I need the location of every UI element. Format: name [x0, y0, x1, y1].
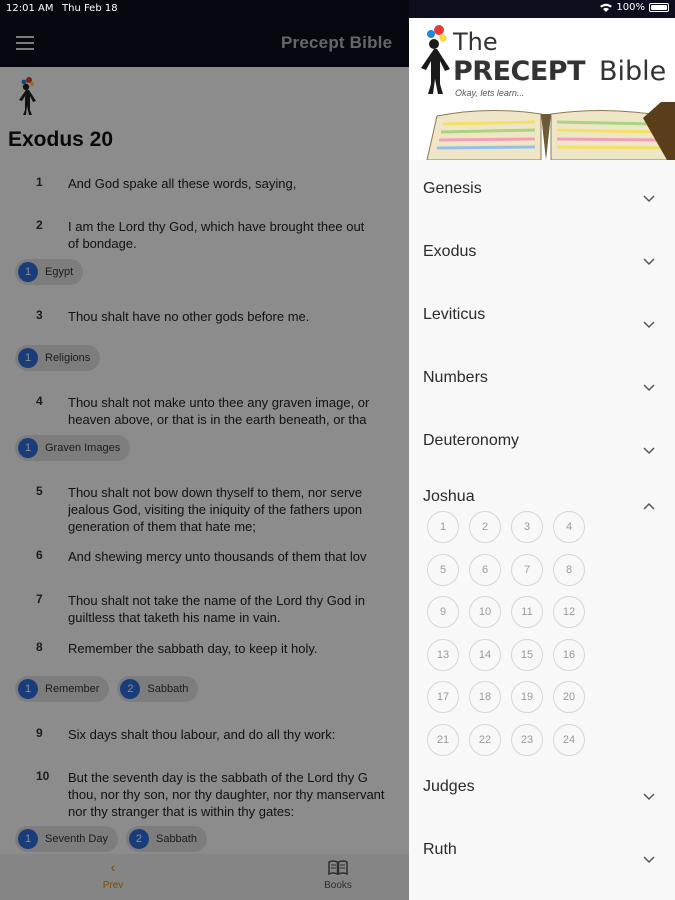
- chevron-down-icon[interactable]: [643, 793, 655, 801]
- book-name: Ruth: [423, 841, 457, 858]
- chapter-button[interactable]: 10: [469, 596, 501, 628]
- precept-figure-icon: [413, 24, 455, 96]
- book-name: Judges: [423, 778, 475, 795]
- chevron-up-icon[interactable]: [643, 502, 655, 510]
- book-name: Joshua: [423, 488, 475, 505]
- verse-text[interactable]: I am the Lord thy God, which have brought thee out: [68, 219, 365, 234]
- verse-number: 1: [36, 175, 43, 189]
- status-right: [600, 2, 669, 13]
- book-item-deuteronomy[interactable]: [409, 432, 675, 472]
- chip-label: Sabbath: [147, 683, 189, 695]
- verse-text[interactable]: heaven above, or that is in the earth beneath, or tha: [68, 412, 367, 427]
- verse-number: 10: [36, 769, 50, 783]
- chevron-down-icon[interactable]: [643, 258, 655, 266]
- chapter-button[interactable]: 2: [469, 511, 501, 543]
- verse-text[interactable]: nor thy stranger that is within thy gates:: [68, 804, 295, 819]
- chapter-button[interactable]: 5: [427, 554, 459, 586]
- chapter-button[interactable]: 7: [511, 554, 543, 586]
- book-name: Genesis: [423, 180, 482, 197]
- chip-number: 1: [18, 348, 38, 368]
- verse-number: 2: [36, 218, 43, 232]
- chip-label: Religions: [45, 352, 91, 364]
- app-title: Precept Bible: [281, 33, 393, 52]
- verse-text[interactable]: Six days shalt thou labour, and do all thy work:: [68, 727, 336, 742]
- verse-text[interactable]: And God spake all these words, saying,: [68, 176, 297, 191]
- chip-label: Sabbath: [155, 833, 197, 845]
- chevron-left-icon: ‹: [110, 859, 116, 875]
- wifi-icon: [600, 3, 612, 12]
- chapter-button[interactable]: 12: [553, 596, 585, 628]
- book-name: Leviticus: [423, 306, 486, 323]
- brand-precept: PRECEPT: [453, 56, 585, 87]
- chip-number: 1: [18, 679, 38, 699]
- verse-number: 5: [36, 484, 43, 498]
- verse-text[interactable]: And shewing mercy unto thousands of them that lov: [68, 549, 367, 564]
- battery-percent: 100%: [616, 2, 645, 13]
- battery-icon: [649, 3, 669, 12]
- chip-number: 1: [18, 262, 38, 282]
- chapter-button[interactable]: 9: [427, 596, 459, 628]
- verse-text[interactable]: guiltless that taketh his name in vain.: [68, 610, 281, 625]
- verse-text[interactable]: generation of them that hate me;: [68, 519, 256, 534]
- books-drawer: [409, 0, 675, 900]
- status-bar: [0, 0, 675, 18]
- book-item-genesis[interactable]: [409, 180, 675, 220]
- chevron-down-icon[interactable]: [643, 321, 655, 329]
- book-item-exodus[interactable]: [409, 243, 675, 283]
- book-name: Exodus: [423, 243, 477, 260]
- chapter-button[interactable]: 4: [553, 511, 585, 543]
- chapter-title: Exodus 20: [8, 128, 114, 151]
- verse-text[interactable]: thou, nor thy son, nor thy daughter, nor thy manservant: [68, 787, 385, 802]
- book-item-numbers[interactable]: [409, 369, 675, 409]
- book-item-ruth[interactable]: [409, 841, 675, 881]
- status-time: 12:01 AM: [6, 3, 54, 14]
- book-name: Deuteronomy: [423, 432, 520, 449]
- status-date: Thu Feb 18: [62, 3, 118, 14]
- chip-label: Seventh Day: [45, 833, 108, 845]
- chip-number: 1: [18, 438, 38, 458]
- verse-number: 7: [36, 592, 43, 606]
- verse-number: 4: [36, 394, 43, 408]
- book-item-judges[interactable]: [409, 778, 675, 818]
- verse-text[interactable]: jealous God, visiting the iniquity of the fathers upon: [68, 502, 363, 517]
- chevron-down-icon[interactable]: [643, 856, 655, 864]
- chevron-down-icon[interactable]: [643, 447, 655, 455]
- brand-tagline: Okay, lets learn...: [455, 88, 525, 98]
- book-item-leviticus[interactable]: [409, 306, 675, 346]
- chapter-button[interactable]: 15: [511, 639, 543, 671]
- chip-number: 2: [129, 829, 149, 849]
- verse-text[interactable]: of bondage.: [68, 236, 137, 251]
- chapter-button[interactable]: 22: [469, 724, 501, 756]
- verse-text[interactable]: Thou shalt not take the name of the Lord thy God in: [68, 593, 366, 608]
- chapter-button[interactable]: 1: [427, 511, 459, 543]
- chip-label: Remember: [45, 683, 100, 695]
- verse-text[interactable]: Thou shalt not make unto thee any graven image, or: [68, 395, 370, 410]
- verse-number: 8: [36, 640, 43, 654]
- open-bible-image: [417, 102, 675, 160]
- chapter-button[interactable]: 19: [511, 681, 543, 713]
- chapter-button[interactable]: 8: [553, 554, 585, 586]
- chapter-button[interactable]: 6: [469, 554, 501, 586]
- verse-text[interactable]: Thou shalt not bow down thyself to them, nor serve: [68, 485, 363, 500]
- precept-bible-banner: [409, 18, 675, 160]
- chip-number: 2: [120, 679, 140, 699]
- chapter-button[interactable]: 23: [511, 724, 543, 756]
- verse-text[interactable]: Thou shalt have no other gods before me.: [68, 309, 310, 324]
- verse-number: 9: [36, 726, 43, 740]
- prev-label: Prev: [102, 880, 124, 891]
- chapter-button[interactable]: 11: [511, 596, 543, 628]
- chip-number: 1: [18, 829, 38, 849]
- chevron-down-icon[interactable]: [643, 384, 655, 392]
- chapter-button[interactable]: 13: [427, 639, 459, 671]
- chapter-button[interactable]: 16: [553, 639, 585, 671]
- brand-bible: Bible: [599, 56, 667, 87]
- verse-text[interactable]: But the seventh day is the sabbath of the Lord thy G: [68, 770, 368, 785]
- books-label: Books: [324, 880, 352, 891]
- chapter-button[interactable]: 21: [427, 724, 459, 756]
- verse-text[interactable]: Remember the sabbath day, to keep it holy.: [68, 641, 318, 656]
- verse-number: 6: [36, 548, 43, 562]
- chapter-button[interactable]: 17: [427, 681, 459, 713]
- chapter-button[interactable]: 18: [469, 681, 501, 713]
- chapter-button[interactable]: 3: [511, 511, 543, 543]
- chapter-button[interactable]: 24: [553, 724, 585, 756]
- chevron-down-icon[interactable]: [643, 195, 655, 203]
- chip-label: Egypt: [45, 266, 74, 278]
- chip-label: Graven Images: [45, 442, 121, 454]
- book-name: Numbers: [423, 369, 488, 386]
- brand-the: The: [453, 28, 498, 56]
- chapter-button[interactable]: 20: [553, 681, 585, 713]
- verse-number: 3: [36, 308, 43, 322]
- chapter-button[interactable]: 14: [469, 639, 501, 671]
